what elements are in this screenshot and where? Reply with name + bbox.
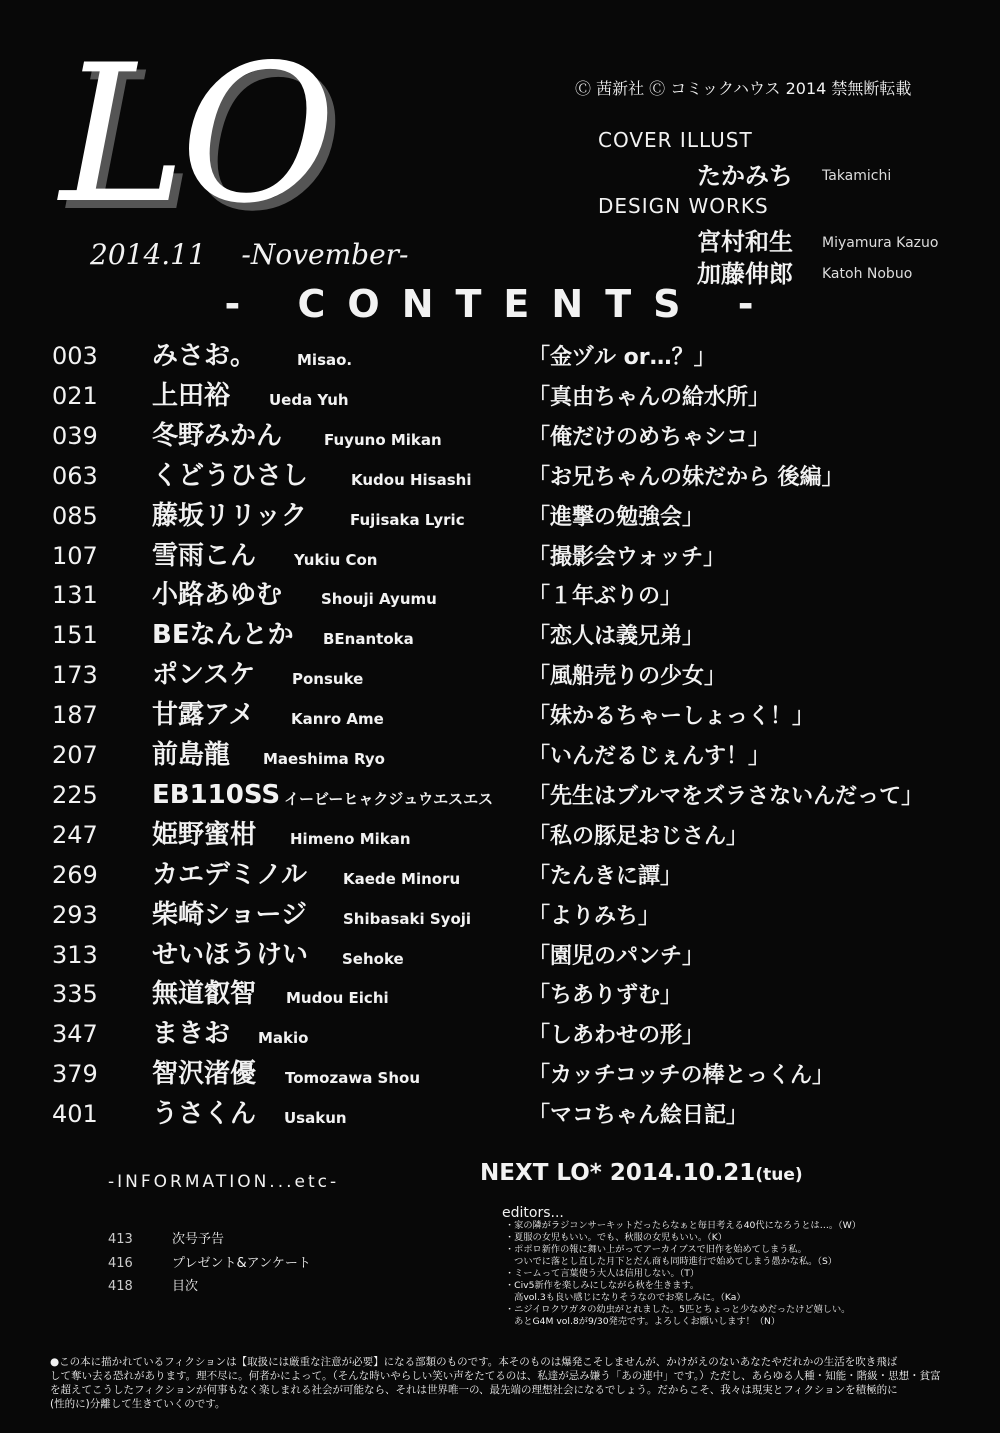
cover-artist-en: Takamichi <box>822 168 892 184</box>
toc-page-number: 085 <box>52 501 98 530</box>
cover-artist-jp: たかみち <box>697 162 793 190</box>
editor-note-line: ・ニジイロクワガタの幼虫がとれました。5匹とちょっと少なめだったけど嬉しい。 <box>505 1304 851 1315</box>
toc-row <box>0 815 1000 855</box>
toc-page-number: 379 <box>52 1060 98 1089</box>
editor-note-line: ・夏服の女児もいい。でも、秋服の女児もいい。（K） <box>505 1232 727 1243</box>
toc-author-jp: 小路あゆむ <box>152 580 283 611</box>
toc-row <box>0 775 1000 815</box>
info-item <box>0 1229 480 1251</box>
disclaimer-line: して奪い去る恐れがあります。理不尽に。何者かによって。（そんな時いやらしい笑い声をたてるのは、私達が忌み嫌う「あの連中」です。）ただし、あらゆる人種・知能・階級・思想・貧富 <box>50 1370 941 1382</box>
toc-row <box>0 895 1000 935</box>
designer-en: Katoh Nobuo <box>822 266 913 282</box>
editors-label: editors... <box>502 1205 564 1221</box>
toc-story-title: 「進撃の勉強会」 <box>528 504 705 530</box>
toc-author-jp: 柴崎ショージ <box>152 899 307 930</box>
toc-author-jp: せいほうけい <box>152 939 309 970</box>
toc-author-en: Yukiu Con <box>294 550 378 569</box>
info-item <box>0 1276 480 1298</box>
toc-page-number: 313 <box>52 940 98 969</box>
toc-page-number: 039 <box>52 421 98 450</box>
toc-author-jp: うさくん <box>152 1099 257 1130</box>
toc-author-jp: ポンスケ <box>152 660 256 691</box>
info-page-number: 416 <box>108 1255 133 1271</box>
toc-story-title: 「妹かるちゃーしょっく！」 <box>528 704 815 730</box>
toc-row <box>0 615 1000 655</box>
toc-author-jp: まきお <box>152 1019 231 1050</box>
toc-author-en: Shibasaki Syoji <box>343 909 472 928</box>
toc-story-title: 「金ヅル or…？」 <box>528 345 716 370</box>
toc-author-en: Kanro Ame <box>291 710 384 729</box>
toc-story-title: 「風船売りの少女」 <box>528 664 727 690</box>
info-label: プレゼント&アンケート <box>172 1255 311 1271</box>
toc-story-title: 「１年ぶりの」 <box>528 584 683 610</box>
disclaimer-line: を超えてこうしたフィクションが何事もなく楽しまれる社会が可能なら、それは世界唯一の、最先端の理想社会になるでしょう。だからこそ、我々は現実とフィクションを積極的に <box>50 1384 898 1396</box>
cover-illust-label: COVER ILLUST <box>598 128 753 152</box>
magazine-logo: LO <box>60 24 330 245</box>
editor-note-line: 高vol.3も良い感じになりそうなのでお楽しみに。（Ka） <box>505 1292 746 1303</box>
toc-author-en: Usakun <box>284 1109 347 1128</box>
toc-page-number: 151 <box>52 621 98 650</box>
toc-author-en: Fuyuno Mikan <box>324 430 442 449</box>
toc-author-en: BEnantoka <box>323 630 414 649</box>
toc-author-en: Himeno Mikan <box>290 829 411 848</box>
toc-author-jp: 藤坂リリック <box>152 500 307 531</box>
toc-author-jp: みさお。 <box>152 341 257 371</box>
toc-author-en: Mudou Eichi <box>286 989 389 1008</box>
toc-author-en: Fujisaka Lyric <box>350 510 465 529</box>
toc-author-jp: 冬野みかん <box>152 420 283 451</box>
editor-note-line: ・ミームって言葉使う大人は信用しない。（T） <box>505 1268 700 1279</box>
toc-story-title: 「しあわせの形」 <box>528 1023 705 1049</box>
toc-row <box>0 1094 1000 1134</box>
editors-notes <box>505 1220 960 1328</box>
toc-row <box>0 536 1000 576</box>
next-issue-label: NEXT LO* 2014.10.21 <box>480 1160 756 1186</box>
toc-row <box>0 935 1000 975</box>
next-issue-date <box>480 1160 803 1186</box>
toc-author-en: Tomozawa Shou <box>285 1069 420 1088</box>
toc-page-number: 207 <box>52 741 98 769</box>
design-works-label: DESIGN WORKS <box>598 194 769 218</box>
toc-row <box>0 735 1000 775</box>
toc-page-number: 063 <box>52 461 98 490</box>
toc-page-number: 293 <box>52 900 98 929</box>
toc-page-number: 003 <box>52 342 98 370</box>
toc-page-number: 173 <box>52 661 98 690</box>
toc-author-en: Ueda Yuh <box>269 390 349 409</box>
toc-row <box>0 416 1000 456</box>
toc-story-title: 「たんきに譚」 <box>528 863 683 889</box>
toc-row <box>0 496 1000 536</box>
toc-story-title: 「いんだるじぇんす！」 <box>528 744 771 769</box>
toc-author-jp: 甘露アメ <box>152 700 255 731</box>
next-issue-day: (tue) <box>755 1165 803 1185</box>
info-label: 目次 <box>172 1279 199 1294</box>
toc-story-title: 「俺だけのめちゃシコ」 <box>528 424 771 450</box>
toc-row <box>0 855 1000 895</box>
toc-story-title: 「恋人は義兄弟」 <box>528 624 705 650</box>
toc-row <box>0 1014 1000 1054</box>
toc-story-title: 「よりみち」 <box>528 903 661 929</box>
editor-note-line: あとG4M vol.8が9/30発売です。よろしくお願いします！（N） <box>505 1316 781 1327</box>
toc-page-number: 347 <box>52 1020 98 1049</box>
editor-note-line: ・ポポロ新作の報に舞い上がってアーカイブスで旧作を始めてしまう私。 <box>505 1244 807 1255</box>
toc-story-title: 「園児のパンチ」 <box>528 943 705 969</box>
toc-page-number: 225 <box>52 780 98 809</box>
toc-story-title: 「私の豚足おじさん」 <box>528 823 749 849</box>
toc-row <box>0 695 1000 735</box>
toc-row <box>0 336 1000 376</box>
information-heading: -INFORMATION...etc- <box>108 1172 340 1192</box>
toc-author-jp: 上田裕 <box>152 380 231 411</box>
disclaimer-line: ●この本に描かれているフィクションは【取扱には厳重な注意が必要】になる部類のものです。本そのものは爆発こそしませんが、かけがえのないあなたやだれかの生活を吹き飛ば <box>50 1356 898 1368</box>
designer-jp: 加藤伸郎 <box>697 260 793 288</box>
toc-row <box>0 974 1000 1014</box>
toc-author-jp: 智沢渚優 <box>152 1059 257 1090</box>
toc-story-title: 「ちありずむ」 <box>528 983 683 1009</box>
toc-page-number: 335 <box>52 980 98 1009</box>
toc-story-title: 「真由ちゃんの給水所」 <box>528 384 771 410</box>
info-label: 次号予告 <box>172 1232 225 1247</box>
toc-author-jp: 雪雨こん <box>152 540 257 571</box>
toc-story-title: 「お兄ちゃんの妹だから 後編」 <box>528 464 844 490</box>
toc-author-jp: くどうひさし <box>152 460 309 491</box>
toc-story-title: 「カッチコッチの棒とっくん」 <box>528 1063 835 1089</box>
toc-story-title: 「マコちゃん絵日記」 <box>528 1103 749 1129</box>
toc-author-en: Makio <box>258 1029 309 1048</box>
editor-note-line: ついでに落とし直した月下とだん商も同時進行で始めてしまう愚かな私。（S） <box>505 1256 837 1267</box>
toc-page-number: 269 <box>52 860 98 889</box>
designer-jp: 宮村和生 <box>697 228 793 256</box>
toc-page-number: 187 <box>52 701 98 730</box>
toc-author-en: Kaede Minoru <box>343 869 461 888</box>
contents-heading: - CONTENTS - <box>224 282 776 326</box>
info-item <box>0 1253 480 1275</box>
toc-author-en: Maeshima Ryo <box>263 750 385 768</box>
toc-page-number: 131 <box>52 581 98 610</box>
info-page-number: 413 <box>108 1232 133 1247</box>
toc-row <box>0 655 1000 695</box>
toc-author-jp: 前島龍 <box>152 740 231 770</box>
toc-author-en: Sehoke <box>342 949 404 968</box>
toc-page-number: 021 <box>52 381 98 410</box>
toc-story-title: 「先生はブルマをズラさないんだって」 <box>528 783 924 809</box>
toc-author-en: Kudou Hisashi <box>351 470 472 489</box>
editor-note-line: ・家の隣がラジコンサーキットだったらなぁと毎日考える40代になろうとは…。（W） <box>505 1220 861 1231</box>
disclaimer-line: (性的に)分離して生きていくのです。 <box>50 1398 226 1410</box>
editor-note-line: ・Civ5新作を楽しみにしながら秋を生きます。 <box>505 1280 700 1291</box>
copyright-notice: Ⓒ 茜新社 Ⓒ コミックハウス 2014 禁無断転載 <box>575 79 912 98</box>
toc-row <box>0 456 1000 496</box>
info-page-number: 418 <box>108 1279 133 1294</box>
issue-date: 2014.11 -November- <box>90 238 409 271</box>
toc-page-number: 401 <box>52 1100 98 1129</box>
toc-author-en: Shouji Ayumu <box>321 590 437 609</box>
toc-author-en: Misao. <box>297 351 353 369</box>
designer-en: Miyamura Kazuo <box>822 235 939 251</box>
toc-author-en: Ponsuke <box>292 670 364 689</box>
toc-row <box>0 575 1000 615</box>
toc-author-en: イービーヒャクジュウエスエス <box>284 789 494 808</box>
toc-author-jp: 無道叡智 <box>152 979 257 1010</box>
toc-author-jp: カエデミノル <box>152 859 307 890</box>
toc-story-title: 「撮影会ウォッチ」 <box>528 544 726 570</box>
toc-row <box>0 1054 1000 1094</box>
toc-author-jp: EB110SS <box>152 779 281 810</box>
toc-page-number: 247 <box>52 820 98 849</box>
toc-page-number: 107 <box>52 541 98 570</box>
toc-row <box>0 376 1000 416</box>
toc-author-jp: BEなんとか <box>152 620 294 651</box>
disclaimer-footer <box>50 1355 950 1411</box>
toc-author-jp: 姫野蜜柑 <box>152 819 257 850</box>
